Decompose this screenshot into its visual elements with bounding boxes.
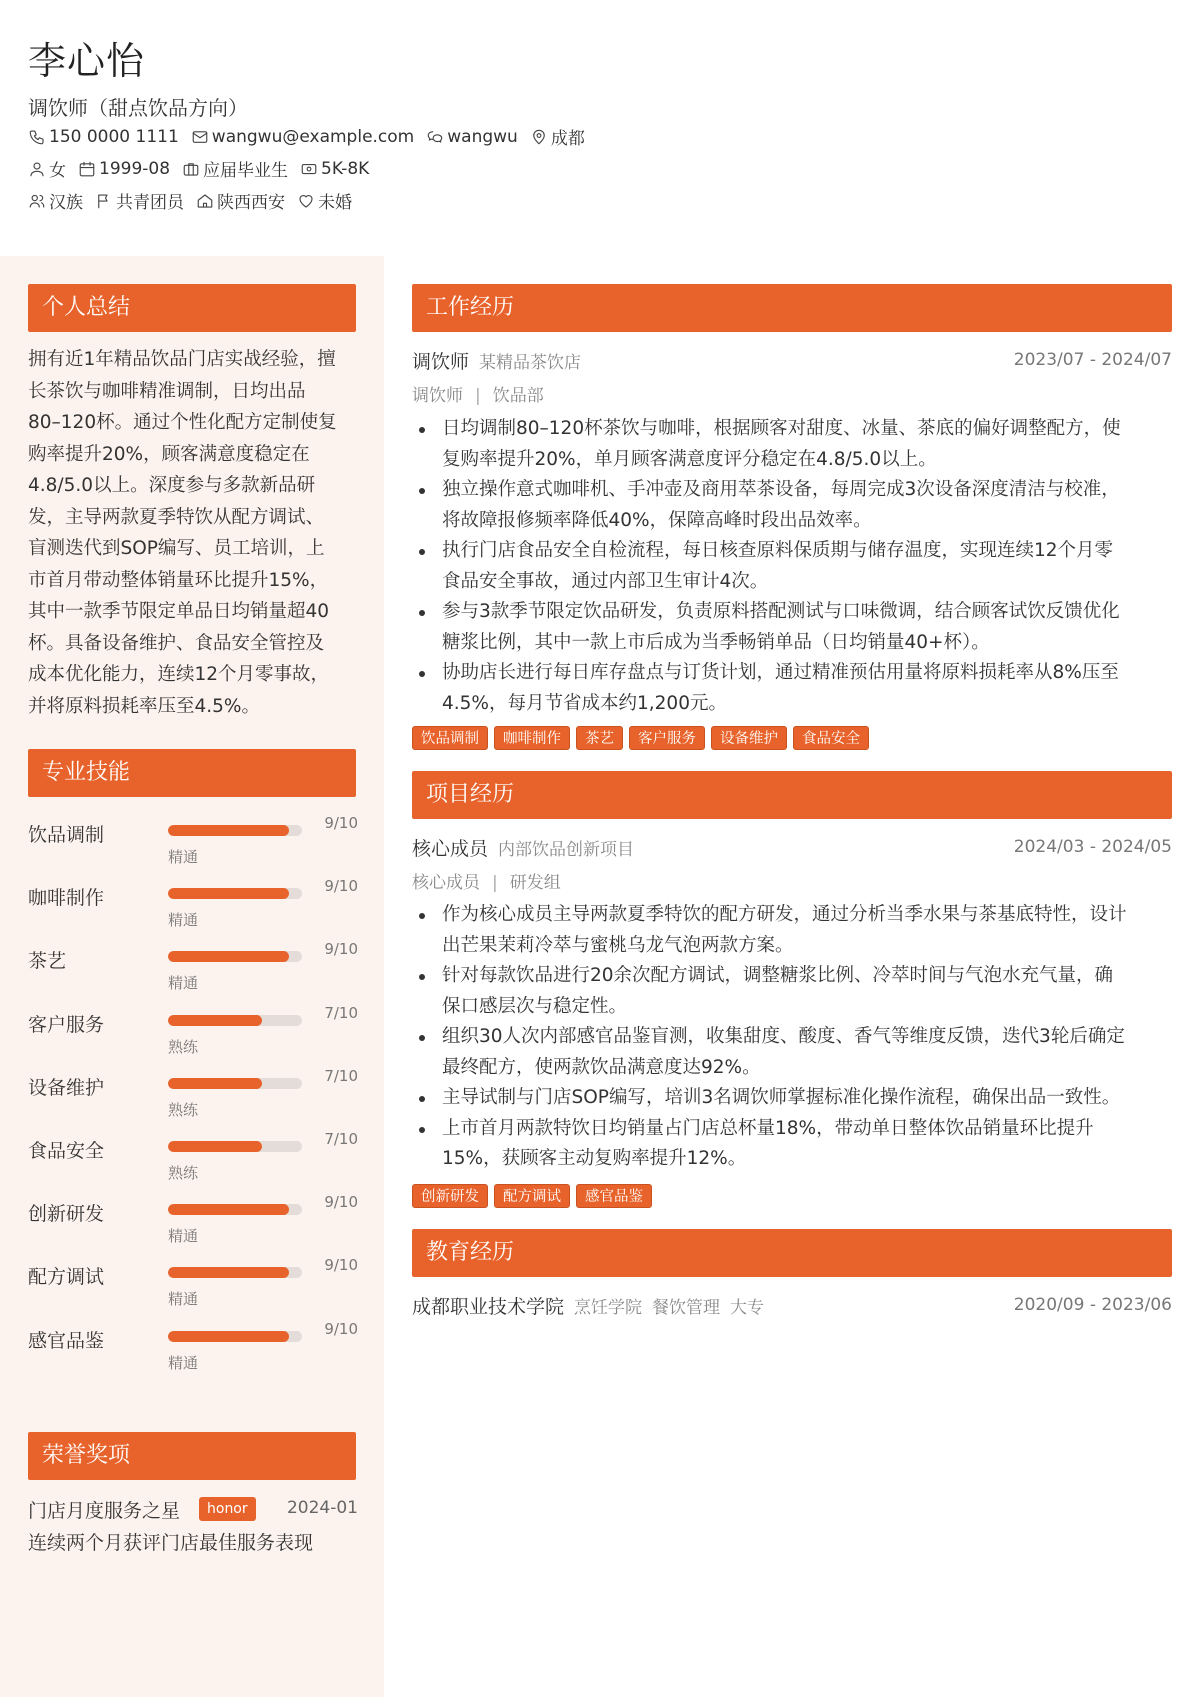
info-item bbox=[300, 159, 369, 179]
skill-item bbox=[28, 1124, 358, 1184]
skill-tag: 茶艺 bbox=[576, 726, 623, 750]
summary-text bbox=[28, 344, 358, 722]
info-text: 应届毕业生 bbox=[203, 161, 289, 181]
bullet-line: 最终配方，使两款饮品满意度达92%。 bbox=[442, 1056, 761, 1078]
info-text: 未婚 bbox=[318, 193, 352, 213]
bullet-line: 上市首月两款特饮日均销量占门店总杯量18%，带动单日整体饮品销量环比提升 bbox=[442, 1117, 1094, 1139]
skill-level: 熟练 bbox=[168, 1100, 199, 1119]
skill-tag: 创新研发 bbox=[412, 1184, 488, 1208]
wechat-icon bbox=[426, 128, 444, 146]
summary-line: 并将原料损耗率压至4.5%。 bbox=[28, 695, 261, 717]
summary-line: 拥有近1年精品饮品门店实战经验，擅 bbox=[28, 349, 336, 370]
home-icon bbox=[196, 192, 214, 210]
info-item bbox=[28, 188, 83, 213]
project-sub-dept: 研发组 bbox=[509, 873, 561, 893]
honors-section-title: 荣誉奖项 bbox=[28, 1432, 356, 1480]
money-icon bbox=[300, 160, 318, 178]
info-item bbox=[530, 124, 585, 149]
info-text: 共青团员 bbox=[116, 193, 184, 213]
bullet-line: 作为核心成员主导两款夏季特饮的配方研发，通过分析当季水果与茶基底特性，设计 bbox=[442, 904, 1127, 925]
skill-bar bbox=[168, 1331, 302, 1342]
bullet-item bbox=[412, 658, 1174, 719]
skill-item bbox=[28, 1187, 358, 1247]
info-text: 汉族 bbox=[49, 193, 83, 213]
project-org: 内部饮品创新项目 bbox=[498, 840, 635, 860]
skill-item bbox=[28, 871, 358, 931]
project-tags bbox=[412, 1184, 658, 1208]
education-college: 烹饪学院 bbox=[574, 1298, 643, 1318]
skill-bar bbox=[168, 1015, 302, 1026]
skill-score: 7/10 bbox=[324, 1066, 358, 1085]
separator: | bbox=[492, 873, 498, 893]
skill-level: 精通 bbox=[168, 848, 199, 866]
bullet-line: 协助店长进行每日库存盘点与订货计划，通过精准预估用量将原料损耗率从8%压至 bbox=[442, 662, 1119, 683]
education-school: 成都职业技术学院 bbox=[412, 1296, 565, 1318]
info-item bbox=[297, 188, 352, 213]
heart-icon bbox=[297, 192, 315, 210]
education-degree: 大专 bbox=[730, 1298, 765, 1318]
work-sub-role: 调饮师 bbox=[412, 386, 463, 406]
project-section-title: 项目经历 bbox=[412, 771, 1172, 819]
skill-bar-fill bbox=[168, 825, 289, 836]
education-date: 2020/09 - 2023/06 bbox=[1013, 1295, 1172, 1315]
skill-item bbox=[28, 1250, 358, 1310]
separator: | bbox=[475, 386, 481, 406]
skill-score: 9/10 bbox=[324, 877, 358, 896]
skill-level: 精通 bbox=[168, 1353, 199, 1372]
summary-line: 市首月带动整体销量环比提升15%， bbox=[28, 569, 329, 591]
skill-name: 配方调试 bbox=[28, 1266, 105, 1289]
summary-line: 购率提升20%，顾客满意度稳定在 bbox=[28, 443, 310, 465]
skill-tag: 饮品调制 bbox=[412, 726, 488, 750]
info-item bbox=[191, 127, 414, 147]
skill-bar-fill bbox=[168, 1015, 262, 1026]
bullet-line: 参与3款季节限定饮品研发，负责原料搭配测试与口味微调，结合顾客试饮反馈优化 bbox=[442, 601, 1120, 622]
bullet-item bbox=[412, 536, 1174, 597]
skill-bar bbox=[168, 1267, 302, 1278]
bullet-line: 保口感层次与稳定性。 bbox=[442, 995, 628, 1017]
bullet-line: 复购率提升20%，单月顾客满意度评分稳定在4.8/5.0以上。 bbox=[442, 448, 937, 470]
work-tags bbox=[412, 726, 875, 750]
skill-score: 9/10 bbox=[324, 940, 358, 959]
project-sub-role: 核心成员 bbox=[412, 873, 480, 893]
briefcase-icon bbox=[182, 160, 200, 178]
skill-level: 精通 bbox=[168, 974, 199, 993]
honor-item bbox=[28, 1494, 358, 1524]
skill-bar-fill bbox=[168, 1204, 289, 1215]
info-item bbox=[426, 127, 518, 147]
candidate-role: 调饮师（甜点饮品方向） bbox=[28, 96, 248, 120]
info-item bbox=[182, 156, 288, 181]
education-section-title: 教育经历 bbox=[412, 1229, 1172, 1277]
skill-name: 感官品鉴 bbox=[28, 1329, 105, 1352]
skill-name: 食品安全 bbox=[28, 1140, 105, 1162]
skills-section-title: 专业技能 bbox=[28, 749, 356, 797]
skill-tag: 感官品鉴 bbox=[576, 1184, 652, 1208]
skill-score: 7/10 bbox=[324, 1130, 358, 1148]
education-entry bbox=[412, 1292, 764, 1319]
bullet-item bbox=[412, 475, 1174, 536]
summary-line: 80–120杯。通过个性化配方定制使复 bbox=[28, 412, 337, 433]
bullet-line: 出芒果茉莉冷萃与蜜桃乌龙气泡两款方案。 bbox=[442, 934, 794, 956]
info-item bbox=[196, 188, 285, 213]
skill-name: 创新研发 bbox=[28, 1203, 105, 1226]
education-major: 餐饮管理 bbox=[652, 1298, 721, 1318]
bullet-line: 4.5%，每月节省成本约1,200元。 bbox=[442, 692, 727, 714]
info-text: 150 0000 1111 bbox=[49, 126, 179, 147]
info-item bbox=[78, 159, 170, 179]
bullet-line: 糖浆比例，其中一款上市后成为当季畅销单品（日均销量40+杯）。 bbox=[442, 631, 990, 653]
summary-line: 长茶饮与咖啡精准调制，日均出品 bbox=[28, 380, 306, 402]
honor-description: 连续两个月获评门店最佳服务表现 bbox=[28, 1532, 314, 1554]
bullet-line: 15%，获顾客主动复购率提升12%。 bbox=[442, 1148, 747, 1169]
skill-level: 精通 bbox=[168, 911, 199, 930]
bullet-line: 将故障报修频率降低40%，保障高峰时段出品效率。 bbox=[442, 509, 872, 531]
info-text: 5K-8K bbox=[321, 158, 370, 179]
info-text: wangwu@example.com bbox=[211, 126, 415, 147]
bullet-item bbox=[412, 1022, 1174, 1083]
project-subtitle bbox=[412, 868, 561, 893]
skill-item bbox=[28, 808, 358, 868]
resume-header bbox=[0, 0, 1200, 256]
summary-line: 其中一款季节限定单品日均销量超40 bbox=[28, 601, 330, 622]
honor-badge: honor bbox=[199, 1497, 256, 1521]
work-section-title: 工作经历 bbox=[412, 284, 1172, 332]
skill-name: 茶艺 bbox=[28, 950, 67, 973]
summary-line: 发，主导两款夏季特饮从配方调试、 bbox=[28, 506, 325, 528]
bullet-line: 针对每款饮品进行20余次配方调试，调整糖浆比例、冷萃时间与气泡水充气量，确 bbox=[442, 965, 1114, 986]
skill-tag: 设备维护 bbox=[711, 726, 787, 750]
skill-bar-fill bbox=[168, 1331, 289, 1342]
bullet-line: 执行门店食品安全自检流程，每日核查原料保质期与储存温度，实现连续12个月零 bbox=[442, 540, 1114, 561]
group-icon bbox=[28, 192, 46, 210]
summary-line: 杯。具备设备维护、食品安全管控及 bbox=[28, 632, 325, 654]
info-text: 成都 bbox=[550, 129, 585, 149]
skill-name: 设备维护 bbox=[28, 1076, 105, 1099]
summary-line: 成本优化能力，连续12个月零事故， bbox=[28, 664, 330, 685]
skill-item bbox=[28, 1061, 358, 1121]
skill-name: 饮品调制 bbox=[28, 824, 105, 846]
skill-bar bbox=[168, 888, 302, 899]
skill-level: 精通 bbox=[168, 1227, 199, 1246]
summary-line: 4.8/5.0以上。深度参与多款新品研 bbox=[28, 475, 316, 496]
bullet-line: 独立操作意式咖啡机、手冲壶及商用萃茶设备，每周完成3次设备深度清洁与校准， bbox=[442, 479, 1120, 500]
skill-item bbox=[28, 934, 358, 994]
work-bullets bbox=[412, 414, 1174, 719]
bullet-line: 主导试制与门店SOP编写，培训3名调饮师掌握标准化操作流程，确保出品一致性。 bbox=[442, 1087, 1121, 1108]
bullet-item bbox=[412, 1083, 1174, 1114]
skill-item bbox=[28, 1314, 358, 1374]
info-item bbox=[28, 127, 179, 147]
skill-name: 客户服务 bbox=[28, 1013, 105, 1036]
project-date: 2024/03 - 2024/05 bbox=[1013, 837, 1172, 857]
skill-bar bbox=[168, 1141, 302, 1152]
skill-bar bbox=[168, 1204, 302, 1215]
skill-bar-fill bbox=[168, 1267, 289, 1278]
skill-score: 9/10 bbox=[324, 1256, 358, 1275]
project-entry-title bbox=[412, 834, 634, 861]
info-text: wangwu bbox=[447, 126, 518, 147]
bullet-item bbox=[412, 414, 1174, 475]
work-org: 某精品茶饮店 bbox=[479, 353, 582, 373]
bullet-item bbox=[412, 900, 1174, 961]
skill-tag: 配方调试 bbox=[494, 1184, 570, 1208]
calendar-icon bbox=[78, 160, 96, 178]
summary-line: 盲测迭代到SOP编写、员工培训，上 bbox=[28, 538, 325, 559]
location-icon bbox=[530, 128, 548, 146]
skill-bar bbox=[168, 951, 302, 962]
honor-name: 门店月度服务之星 bbox=[28, 1500, 181, 1522]
background-row bbox=[28, 188, 364, 213]
personal-row bbox=[28, 156, 381, 181]
work-subtitle bbox=[412, 381, 544, 406]
candidate-name: 李心怡 bbox=[28, 39, 146, 83]
skill-tag: 客户服务 bbox=[629, 726, 705, 750]
summary-section-title: 个人总结 bbox=[28, 284, 356, 332]
skill-level: 熟练 bbox=[168, 1037, 199, 1056]
skill-level: 熟练 bbox=[168, 1164, 199, 1182]
skill-item bbox=[28, 998, 358, 1058]
mail-icon bbox=[191, 128, 209, 146]
info-item bbox=[28, 156, 66, 181]
info-text: 女 bbox=[49, 161, 66, 181]
bullet-item bbox=[412, 1114, 1174, 1175]
info-item bbox=[95, 188, 184, 213]
skill-score: 9/10 bbox=[324, 814, 358, 832]
work-date: 2023/07 - 2024/07 bbox=[1013, 350, 1172, 370]
bullet-item bbox=[412, 597, 1174, 658]
skill-score: 9/10 bbox=[324, 1319, 358, 1338]
skill-bar-fill bbox=[168, 1141, 262, 1152]
skill-bar-fill bbox=[168, 951, 289, 962]
skill-score: 7/10 bbox=[324, 1003, 358, 1022]
work-sub-dept: 饮品部 bbox=[492, 386, 544, 406]
skill-tag: 食品安全 bbox=[793, 726, 869, 750]
project-position: 核心成员 bbox=[412, 838, 489, 860]
project-bullets bbox=[412, 900, 1174, 1175]
skill-tag: 咖啡制作 bbox=[494, 726, 570, 750]
contact-row bbox=[28, 124, 597, 149]
honor-date: 2024-01 bbox=[286, 1498, 358, 1518]
bullet-line: 食品安全事故，通过内部卫生审计4次。 bbox=[442, 570, 769, 592]
info-text: 陕西西安 bbox=[217, 193, 285, 213]
skill-bar-fill bbox=[168, 888, 289, 899]
bullet-item bbox=[412, 961, 1174, 1022]
skill-bar bbox=[168, 825, 302, 836]
work-position: 调饮师 bbox=[412, 351, 470, 373]
bullet-line: 日均调制80–120杯茶饮与咖啡，根据顾客对甜度、冰量、茶底的偏好调整配方，使 bbox=[442, 418, 1121, 439]
skill-bar-fill bbox=[168, 1078, 262, 1089]
flag-icon bbox=[95, 192, 113, 210]
phone-icon bbox=[28, 128, 46, 146]
person-icon bbox=[28, 160, 46, 178]
skill-score: 9/10 bbox=[324, 1193, 358, 1212]
bullet-line: 组织30人次内部感官品鉴盲测，收集甜度、酸度、香气等维度反馈，迭代3轮后确定 bbox=[442, 1026, 1125, 1047]
skill-name: 咖啡制作 bbox=[28, 887, 105, 910]
skill-bar bbox=[168, 1078, 302, 1089]
skill-level: 精通 bbox=[168, 1290, 199, 1309]
info-text: 1999-08 bbox=[99, 158, 171, 179]
work-entry-title bbox=[412, 347, 581, 374]
